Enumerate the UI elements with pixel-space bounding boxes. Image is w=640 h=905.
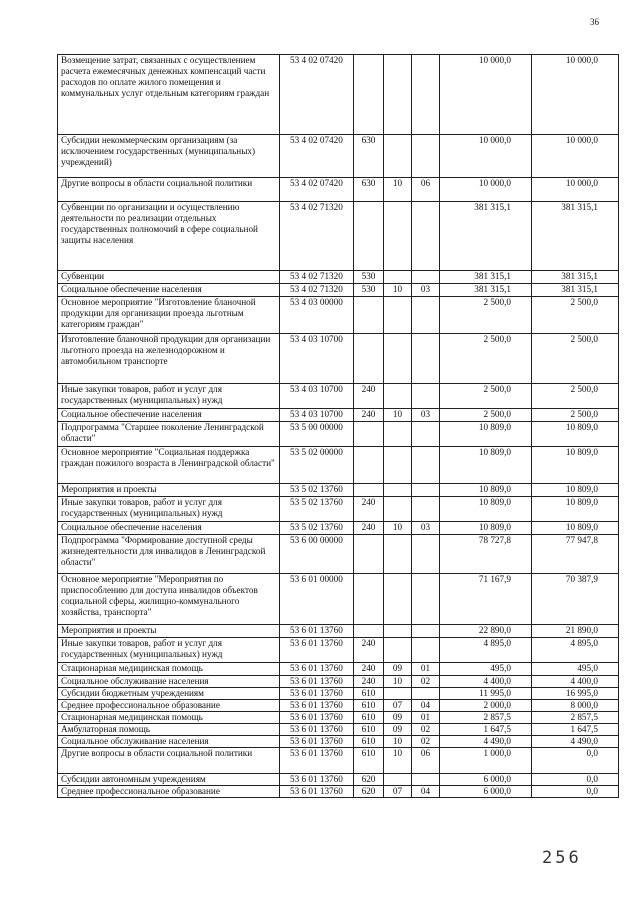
row-subsection — [412, 688, 440, 700]
row-subsection — [412, 447, 440, 484]
row-amount-1: 10 809,0 — [440, 447, 532, 484]
row-code: 53 4 02 71320 — [280, 202, 354, 271]
row-code: 53 4 02 71320 — [280, 284, 354, 297]
row-amount-1: 2 500,0 — [440, 334, 532, 384]
row-section: 09 — [384, 663, 412, 676]
row-amount-2: 70 387,9 — [532, 574, 619, 625]
row-subsection — [412, 297, 440, 334]
row-name: Изготовление бланочной продукции для организации льготного проезда на железнодорожном и автомобильном транспорте — [58, 334, 280, 384]
table-row — [58, 625, 619, 638]
row-subsection: 02 — [412, 676, 440, 688]
row-expense-type: 610 — [354, 712, 384, 724]
row-subsection — [412, 774, 440, 786]
row-subsection: 01 — [412, 663, 440, 676]
row-amount-1: 1 000,0 — [440, 748, 532, 774]
row-section: 07 — [384, 700, 412, 712]
handwritten-page-number: 256 — [542, 848, 582, 868]
row-expense-type: 630 — [354, 135, 384, 178]
row-amount-2: 381 315,1 — [532, 202, 619, 271]
row-section: 09 — [384, 724, 412, 736]
row-amount-1: 71 167,9 — [440, 574, 532, 625]
row-name: Мероприятия и проекты — [58, 484, 280, 497]
row-section — [384, 297, 412, 334]
table-row — [58, 774, 619, 786]
row-section: 10 — [384, 748, 412, 774]
row-subsection: 06 — [412, 748, 440, 774]
row-code: 53 6 01 13760 — [280, 700, 354, 712]
row-amount-2: 1 647,5 — [532, 724, 619, 736]
row-name: Социальное обеспечение населения — [58, 409, 280, 422]
row-name: Среднее профессиональное образование — [58, 786, 280, 798]
row-subsection: 03 — [412, 284, 440, 297]
table-row — [58, 574, 619, 625]
table-row — [58, 522, 619, 535]
row-section — [384, 135, 412, 178]
row-code: 53 5 02 00000 — [280, 447, 354, 484]
row-section — [384, 625, 412, 638]
row-expense-type — [354, 55, 384, 135]
row-amount-2: 2 500,0 — [532, 334, 619, 384]
row-amount-1: 381 315,1 — [440, 202, 532, 271]
row-code: 53 5 02 13760 — [280, 497, 354, 522]
row-amount-1: 10 809,0 — [440, 522, 532, 535]
row-amount-1: 11 995,0 — [440, 688, 532, 700]
page-number: 36 — [590, 17, 599, 27]
table-row — [58, 786, 619, 798]
row-amount-2: 21 890,0 — [532, 625, 619, 638]
row-subsection: 03 — [412, 409, 440, 422]
row-amount-1: 10 000,0 — [440, 135, 532, 178]
row-subsection — [412, 574, 440, 625]
row-amount-2: 77 947,8 — [532, 535, 619, 574]
row-amount-1: 2 000,0 — [440, 700, 532, 712]
row-amount-2: 0,0 — [532, 748, 619, 774]
row-expense-type: 620 — [354, 786, 384, 798]
row-amount-1: 1 647,5 — [440, 724, 532, 736]
row-code: 53 6 01 13760 — [280, 748, 354, 774]
table-row — [58, 535, 619, 574]
row-subsection — [412, 55, 440, 135]
table-row — [58, 700, 619, 712]
table-row — [58, 712, 619, 724]
row-amount-1: 495,0 — [440, 663, 532, 676]
row-amount-1: 4 895,0 — [440, 638, 532, 663]
row-section: 10 — [384, 522, 412, 535]
row-amount-2: 10 809,0 — [532, 422, 619, 447]
row-expense-type — [354, 447, 384, 484]
table-row — [58, 178, 619, 202]
row-name: Подпрограмма "Формирование доступной среды жизнедеятельности для инвалидов в Ленинградской области" — [58, 535, 280, 574]
row-section — [384, 55, 412, 135]
row-code: 53 6 01 13760 — [280, 712, 354, 724]
row-subsection — [412, 497, 440, 522]
row-name: Основное мероприятие "Социальная поддержка граждан пожилого возраста в Ленинградской области" — [58, 447, 280, 484]
row-code: 53 4 03 10700 — [280, 409, 354, 422]
row-amount-2: 381 315,1 — [532, 284, 619, 297]
row-amount-2: 10 000,0 — [532, 135, 619, 178]
row-subsection — [412, 271, 440, 284]
row-amount-1: 2 500,0 — [440, 409, 532, 422]
row-section — [384, 497, 412, 522]
row-subsection: 02 — [412, 736, 440, 748]
row-amount-2: 2 857,5 — [532, 712, 619, 724]
row-expense-type: 630 — [354, 178, 384, 202]
row-subsection — [412, 638, 440, 663]
row-amount-1: 10 000,0 — [440, 55, 532, 135]
row-name: Стационарная медицинская помощь — [58, 712, 280, 724]
row-expense-type: 240 — [354, 663, 384, 676]
row-section: 10 — [384, 736, 412, 748]
row-amount-2: 381 315,1 — [532, 271, 619, 284]
table-row — [58, 422, 619, 447]
row-name: Основное мероприятие "Изготовление бланочной продукции для организации проезда льготным категориям граждан" — [58, 297, 280, 334]
row-code: 53 6 01 13760 — [280, 688, 354, 700]
row-code: 53 5 02 13760 — [280, 484, 354, 497]
row-expense-type — [354, 625, 384, 638]
table-row — [58, 55, 619, 135]
row-expense-type: 530 — [354, 284, 384, 297]
table-row — [58, 384, 619, 409]
row-name: Иные закупки товаров, работ и услуг для государственных (муниципальных) нужд — [58, 384, 280, 409]
table-row — [58, 409, 619, 422]
row-code: 53 6 01 13760 — [280, 638, 354, 663]
table-row — [58, 334, 619, 384]
row-section — [384, 774, 412, 786]
row-code: 53 6 00 00000 — [280, 535, 354, 574]
row-expense-type: 240 — [354, 522, 384, 535]
row-amount-2: 0,0 — [532, 786, 619, 798]
row-subsection — [412, 625, 440, 638]
row-expense-type: 610 — [354, 748, 384, 774]
row-code: 53 4 02 07420 — [280, 55, 354, 135]
row-section: 10 — [384, 178, 412, 202]
row-name: Субвенции по организации и осуществлению деятельности по реализации отдельных государственных полномочий в сфере социальной защиты населения — [58, 202, 280, 271]
row-code: 53 4 02 07420 — [280, 178, 354, 202]
row-amount-2: 2 500,0 — [532, 409, 619, 422]
row-section: 07 — [384, 786, 412, 798]
row-code: 53 6 01 00000 — [280, 574, 354, 625]
row-amount-1: 381 315,1 — [440, 271, 532, 284]
row-amount-1: 2 857,5 — [440, 712, 532, 724]
row-code: 53 5 00 00000 — [280, 422, 354, 447]
row-amount-2: 4 490,0 — [532, 736, 619, 748]
row-expense-type: 240 — [354, 409, 384, 422]
row-section — [384, 447, 412, 484]
row-amount-1: 2 500,0 — [440, 297, 532, 334]
row-amount-1: 10 000,0 — [440, 178, 532, 202]
row-name: Субсидии бюджетным учреждениям — [58, 688, 280, 700]
row-amount-2: 2 500,0 — [532, 297, 619, 334]
row-subsection — [412, 334, 440, 384]
row-code: 53 5 02 13760 — [280, 522, 354, 535]
row-section — [384, 535, 412, 574]
row-code: 53 6 01 13760 — [280, 786, 354, 798]
row-section — [384, 688, 412, 700]
row-expense-type — [354, 535, 384, 574]
row-amount-1: 2 500,0 — [440, 384, 532, 409]
row-code: 53 6 01 13760 — [280, 774, 354, 786]
row-expense-type: 610 — [354, 736, 384, 748]
table-row — [58, 724, 619, 736]
row-amount-1: 381 315,1 — [440, 284, 532, 297]
row-amount-2: 10 000,0 — [532, 178, 619, 202]
row-section: 10 — [384, 409, 412, 422]
row-section — [384, 422, 412, 447]
table-row — [58, 271, 619, 284]
row-expense-type: 240 — [354, 676, 384, 688]
row-name: Социальное обеспечение населения — [58, 284, 280, 297]
row-section: 10 — [384, 284, 412, 297]
row-expense-type: 240 — [354, 638, 384, 663]
table-row — [58, 484, 619, 497]
row-subsection: 04 — [412, 700, 440, 712]
row-name: Субсидии некоммерческим организациям (за исключением государственных (муниципальных) учреждений) — [58, 135, 280, 178]
row-subsection: 06 — [412, 178, 440, 202]
row-section — [384, 484, 412, 497]
row-section — [384, 202, 412, 271]
row-subsection — [412, 135, 440, 178]
row-name: Субвенции — [58, 271, 280, 284]
row-amount-2: 2 500,0 — [532, 384, 619, 409]
table-row — [58, 284, 619, 297]
row-expense-type: 610 — [354, 700, 384, 712]
row-section — [384, 334, 412, 384]
row-section — [384, 638, 412, 663]
row-amount-2: 0,0 — [532, 774, 619, 786]
row-name: Иные закупки товаров, работ и услуг для государственных (муниципальных) нужд — [58, 497, 280, 522]
row-expense-type: 530 — [354, 271, 384, 284]
row-amount-1: 78 727,8 — [440, 535, 532, 574]
row-name: Среднее профессиональное образование — [58, 700, 280, 712]
row-name: Социальное обслуживание населения — [58, 736, 280, 748]
row-name: Мероприятия и проекты — [58, 625, 280, 638]
row-code: 53 6 01 13760 — [280, 676, 354, 688]
row-name: Амбулаторная помощь — [58, 724, 280, 736]
table-row — [58, 135, 619, 178]
row-subsection: 01 — [412, 712, 440, 724]
row-amount-2: 10 809,0 — [532, 522, 619, 535]
row-amount-1: 10 809,0 — [440, 497, 532, 522]
row-amount-2: 10 809,0 — [532, 497, 619, 522]
row-amount-2: 4 895,0 — [532, 638, 619, 663]
row-amount-1: 6 000,0 — [440, 774, 532, 786]
row-subsection — [412, 484, 440, 497]
budget-table — [57, 54, 619, 798]
row-amount-1: 22 890,0 — [440, 625, 532, 638]
row-expense-type — [354, 334, 384, 384]
row-name: Субсидии автономным учреждениям — [58, 774, 280, 786]
row-code: 53 4 03 00000 — [280, 297, 354, 334]
table-body — [58, 55, 619, 798]
row-code: 53 6 01 13760 — [280, 724, 354, 736]
row-name: Иные закупки товаров, работ и услуг для государственных (муниципальных) нужд — [58, 638, 280, 663]
row-expense-type: 610 — [354, 688, 384, 700]
table-row — [58, 748, 619, 774]
row-expense-type: 240 — [354, 497, 384, 522]
row-expense-type: 620 — [354, 774, 384, 786]
row-amount-2: 10 000,0 — [532, 55, 619, 135]
row-subsection: 02 — [412, 724, 440, 736]
row-expense-type — [354, 574, 384, 625]
row-code: 53 4 02 71320 — [280, 271, 354, 284]
row-name: Подпрограмма "Старшее поколение Ленинградской области" — [58, 422, 280, 447]
row-code: 53 4 02 07420 — [280, 135, 354, 178]
row-expense-type — [354, 297, 384, 334]
row-section — [384, 574, 412, 625]
row-amount-2: 8 000,0 — [532, 700, 619, 712]
row-name: Социальное обеспечение населения — [58, 522, 280, 535]
table-row — [58, 497, 619, 522]
row-section: 10 — [384, 676, 412, 688]
row-subsection: 04 — [412, 786, 440, 798]
table-row — [58, 447, 619, 484]
row-name: Другие вопросы в области социальной политики — [58, 178, 280, 202]
table-row — [58, 297, 619, 334]
row-section — [384, 384, 412, 409]
row-amount-1: 6 000,0 — [440, 786, 532, 798]
row-code: 53 6 01 13760 — [280, 663, 354, 676]
row-amount-1: 10 809,0 — [440, 422, 532, 447]
row-name: Основное мероприятие "Мероприятия по приспособлению для доступа инвалидов объектов социальной сферы, жилищно-коммунального хозяйства, транспорта" — [58, 574, 280, 625]
row-name: Возмещение затрат, связанных с осуществлением расчета ежемесячных денежных компенсаций части расходов по оплате жилого помещения и коммунальных услуг отдельным категориям граждан — [58, 55, 280, 135]
row-section — [384, 271, 412, 284]
row-name: Другие вопросы в области социальной политики — [58, 748, 280, 774]
row-expense-type: 240 — [354, 384, 384, 409]
row-expense-type — [354, 422, 384, 447]
row-name: Социальное обслуживание населения — [58, 676, 280, 688]
row-amount-2: 4 400,0 — [532, 676, 619, 688]
row-subsection — [412, 384, 440, 409]
row-code: 53 6 01 13760 — [280, 625, 354, 638]
row-code: 53 4 03 10700 — [280, 334, 354, 384]
row-subsection — [412, 535, 440, 574]
table-row — [58, 736, 619, 748]
row-amount-2: 10 809,0 — [532, 484, 619, 497]
row-amount-1: 4 490,0 — [440, 736, 532, 748]
table-row — [58, 202, 619, 271]
table-row — [58, 688, 619, 700]
row-name: Стационарная медицинская помощь — [58, 663, 280, 676]
table-row — [58, 663, 619, 676]
row-amount-1: 4 400,0 — [440, 676, 532, 688]
row-subsection — [412, 422, 440, 447]
table-row — [58, 676, 619, 688]
row-subsection — [412, 202, 440, 271]
row-subsection: 03 — [412, 522, 440, 535]
row-amount-2: 16 995,0 — [532, 688, 619, 700]
row-code: 53 6 01 13760 — [280, 736, 354, 748]
row-code: 53 4 03 10700 — [280, 384, 354, 409]
row-expense-type: 610 — [354, 724, 384, 736]
row-amount-2: 10 809,0 — [532, 447, 619, 484]
row-expense-type — [354, 202, 384, 271]
row-amount-2: 495,0 — [532, 663, 619, 676]
row-amount-1: 10 809,0 — [440, 484, 532, 497]
row-expense-type — [354, 484, 384, 497]
row-section: 09 — [384, 712, 412, 724]
table-row — [58, 638, 619, 663]
